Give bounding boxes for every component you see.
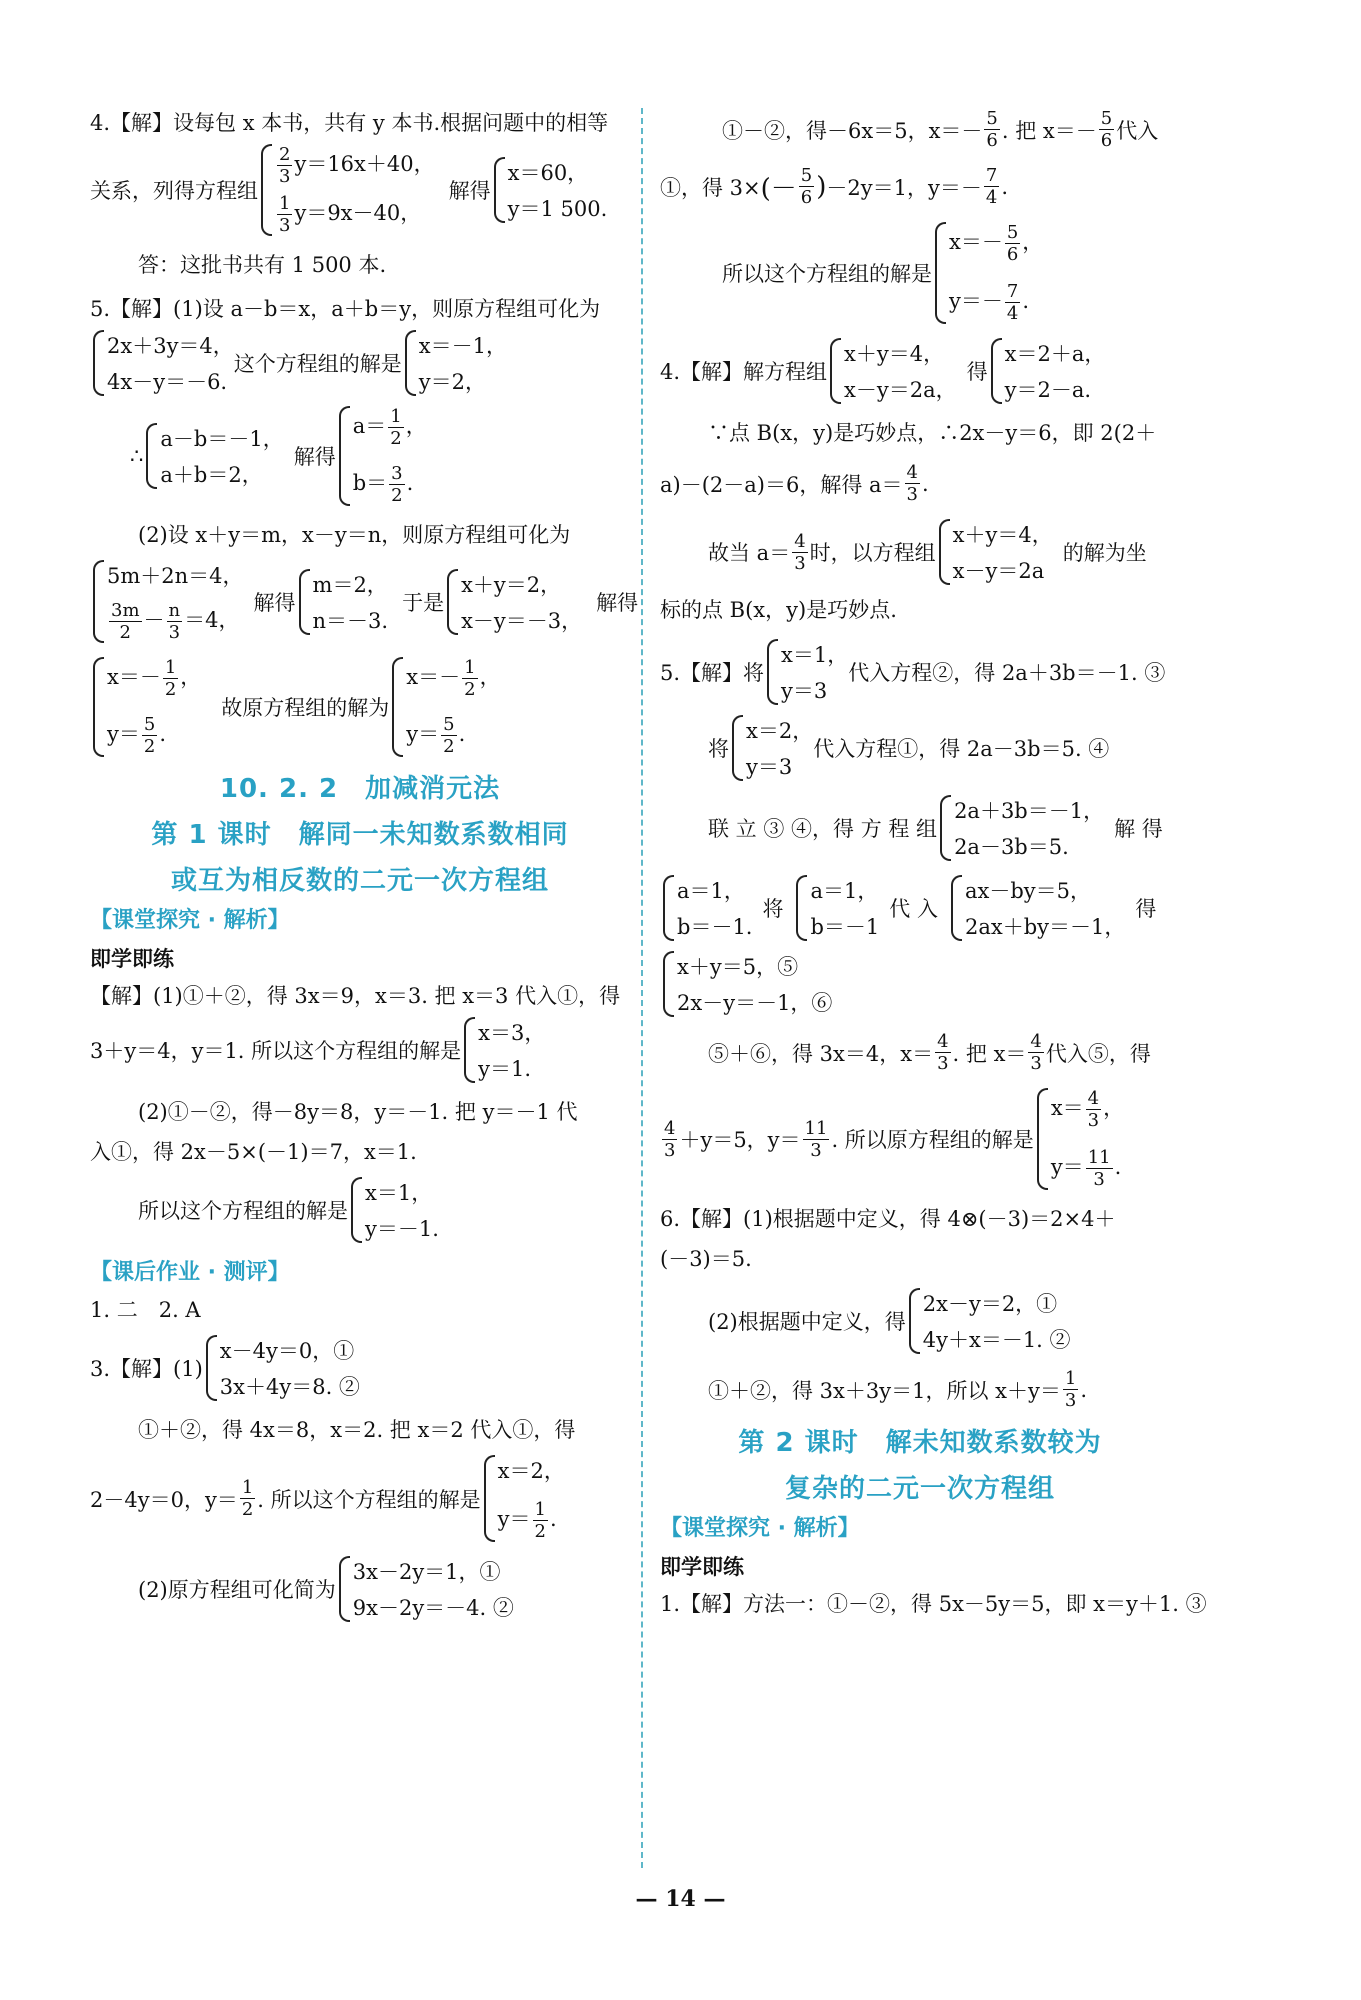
- problem-4-system-row: [90, 144, 630, 236]
- problem-4-intro: 关系，列得方程组: [90, 179, 258, 203]
- r-line-11: 联 立 ③ ④，得 方 程 组 2a＋3b＝－1， 2a－3b＝5. 解 得: [660, 795, 1180, 861]
- page-number: — 14 —: [635, 1886, 726, 1912]
- r-line-6: a)－(2－a)＝6，解得 a＝ $\frac{4}{3}$ .: [660, 462, 929, 505]
- r-line-7: 故当 a＝ $\frac{4}{3}$ 时，以方程组 x＋y＝4， x－y＝2a 的解为坐: [660, 519, 1180, 585]
- lesson-2-title-b: 复杂的二元一次方程组: [784, 1474, 1055, 1504]
- column-divider: [641, 108, 644, 1868]
- q1-line-2: 3＋y＝4，y＝1. 所以这个方程组的解是 x＝3， y＝1.: [90, 1017, 630, 1083]
- problem-4-solution: x＝60， y＝1 500.: [491, 157, 608, 223]
- r-problem-5: 5.【解】将 x＝1， y＝3 代入方程②，得 2a＋3b＝－1. ③: [660, 639, 1180, 705]
- r-line-20: 1.【解】方法一：①－②，得 5x－5y＝5，即 x＝y＋1. ③: [660, 1592, 1207, 1616]
- r-line-19: ①＋②，得 3x＋3y＝1，所以 x＋y＝ $\frac{1}{3}$ .: [708, 1368, 1087, 1411]
- lesson-1-title-a: 第 1 课时 解同一未知数系数相同: [151, 820, 569, 850]
- tag-classroom: 【课堂探究 · 解析】: [90, 908, 290, 933]
- left-column: [90, 108, 639, 1622]
- problem-5-system-mn: 5m＋2n＝4， $\frac{3m}{2}$ － $\frac{n}{3}$ ＝4， 解得 m＝2， n＝－3. 于是 x＋y＝2， x－y＝－3， 解得: [90, 560, 630, 643]
- r-line-18: (2)根据题中定义，得 2x－y＝2，① 4y＋x＝－1. ②: [660, 1288, 1180, 1354]
- q1-line-3: (2)①－②，得－8y＝8，y＝－1. 把 y＝－1 代: [138, 1100, 578, 1124]
- q1-line-5: 所以这个方程组的解是 x＝1， y＝－1.: [90, 1177, 630, 1243]
- hw-1-2: 1. 二 2. A: [90, 1298, 201, 1322]
- subheading-practice-2: 即学即练: [660, 1555, 744, 1579]
- r-line-2: ①，得 3× (－ $\frac{5}{6}$ ) －2y＝1，y＝－ $\frac{7}{4}$ .: [660, 165, 1008, 208]
- brace: [261, 144, 272, 236]
- r-problem-4: 4.【解】解方程组 x＋y＝4， x－y＝2a， 得 x＝2＋a， y＝2－a.: [660, 338, 1180, 404]
- problem-4-line-1: 4.【解】设每包 x 本书，共有 y 本书.根据问题中的相等: [90, 111, 609, 135]
- lesson-1-title-b: 或互为相反数的二元一次方程组: [170, 866, 549, 896]
- r-line-15: $\frac{4}{3}$ ＋y＝5，y＝ $\frac{11}{3}$ . 所以原方程组的解是 x＝ $\frac{4}{3}$ ， y＝ $\frac{11}{3}$ .: [664, 1088, 1125, 1190]
- problem-5-therefore-row: ∴ a－b＝－1， a＋b＝2， 解得 a＝ $\frac{1}{2}$ ， b＝ $\frac{3}{2}$ .: [130, 406, 427, 506]
- problem-5-system-1: 2x＋3y＝4， 4x－y＝－6. 这个方程组的解是 x＝－1， y＝2，: [90, 330, 630, 396]
- right-column: [660, 108, 1207, 1619]
- r-line-13: x＋y＝5，⑤ 2x－y＝－1，⑥: [660, 951, 1180, 1017]
- problem-5-part-2: (2)设 x＋y＝m，x－y＝n，则原方程组可化为: [138, 523, 571, 547]
- r-line-10: 将 x＝2， y＝3 代入方程①，得 2a－3b＝5. ④: [660, 715, 1180, 781]
- hw-3-line-3: 2－4y＝0，y＝ $\frac{1}{2}$ . 所以这个方程组的解是 x＝2， y＝ $\frac{1}{2}$ .: [90, 1455, 630, 1542]
- subheading-practice: 即学即练: [90, 947, 174, 971]
- tag-classroom-2: 【课堂探究 · 解析】: [660, 1516, 860, 1541]
- hw-3-system: 3.【解】(1) x－4y＝0，① 3x＋4y＝8. ②: [90, 1335, 630, 1401]
- r-line-14: ⑤＋⑥，得 3x＝4，x＝ $\frac{4}{3}$ . 把 x＝ $\frac{4}{3}$ 代入⑤，得: [708, 1031, 1151, 1074]
- q1-line-1: 【解】(1)①＋②，得 3x＝9，x＝3. 把 x＝3 代入①，得: [90, 984, 621, 1008]
- solve-word: 解得: [448, 179, 491, 203]
- r-line-1: ①－②，得－6x＝5，x＝－ $\frac{5}{6}$ . 把 x＝－ $\frac{5}{6}$ 代入: [722, 108, 1159, 151]
- r-line-5: ∵点 B(x，y)是巧妙点，∴2x－y＝6，即 2(2＋: [708, 421, 1157, 445]
- problem-4-equations: $\frac{2}{3}$ y＝16x＋40， $\frac{1}{3}$ y＝9x－40，: [258, 144, 435, 236]
- hw-3-line-2: ①＋②，得 4x＝8，x＝2. 把 x＝2 代入①，得: [138, 1418, 576, 1442]
- q1-line-4: 入①，得 2x－5×(－1)＝7，x＝1.: [90, 1140, 417, 1164]
- problem-5-line-1: 5.【解】(1)设 a－b＝x，a＋b＝y，则原方程组可化为: [90, 297, 601, 321]
- lesson-2-title-a: 第 2 课时 解未知数系数较为: [738, 1428, 1102, 1458]
- r-line-16: 6.【解】(1)根据题中定义，得 4⊗(－3)＝2×4＋: [660, 1207, 1116, 1231]
- hw-3-part-2: (2)原方程组可化简为 3x－2y＝1，① 9x－2y＝－4. ②: [90, 1556, 630, 1622]
- r-line-8: 标的点 B(x，y)是巧妙点.: [660, 598, 897, 622]
- r-line-12: a＝1， b＝－1. 将 a＝1， b＝－1 代 入 ax－by＝5， 2ax＋by＝－1， 得: [660, 875, 1180, 941]
- r-line-17: (－3)＝5.: [660, 1247, 752, 1271]
- tag-homework: 【课后作业 · 测评】: [90, 1260, 290, 1285]
- r-line-3: 所以这个方程组的解是 x＝－ $\frac{5}{6}$ ， y＝－ $\frac{7}{4}$ .: [722, 222, 1044, 324]
- problem-5-final-row: x＝－ $\frac{1}{2}$ ， y＝ $\frac{5}{2}$ . 故原方程组的解为 x＝－ $\frac{1}{2}$ ， y＝ $\frac{5}{2}$ .: [90, 657, 630, 757]
- section-title: 10. 2. 2 加减消元法: [219, 774, 501, 804]
- problem-4-answer: 答：这批书共有 1 500 本.: [138, 253, 387, 277]
